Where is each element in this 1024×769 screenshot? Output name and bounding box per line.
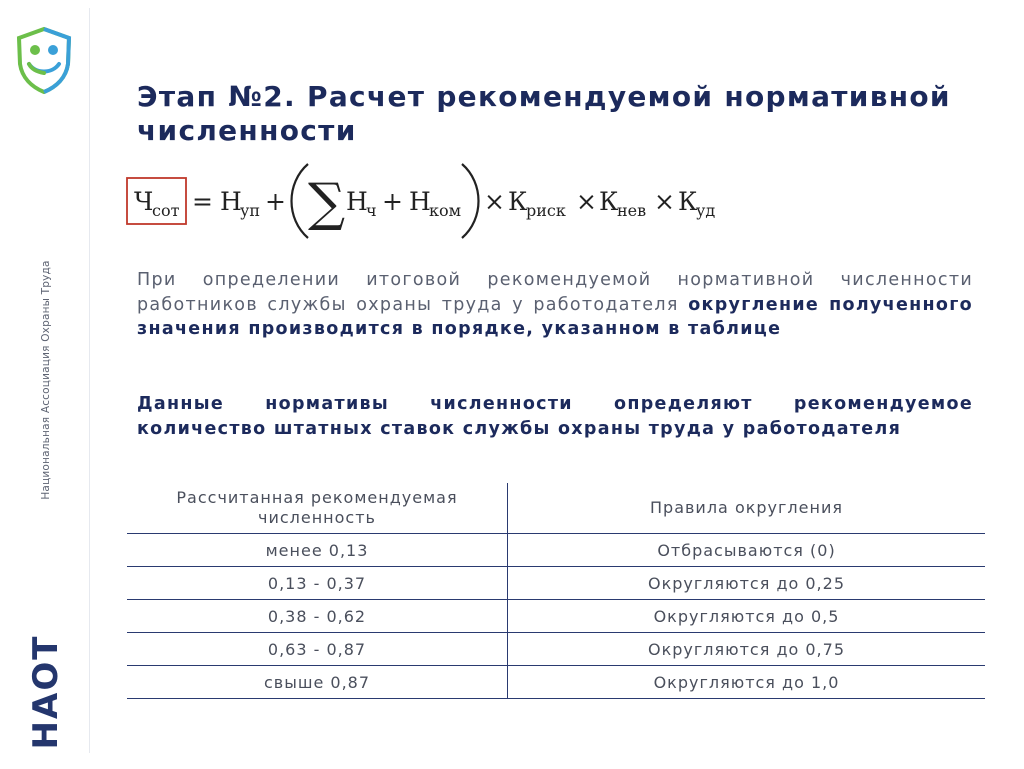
formula-term-2: Н [346,187,368,216]
table-cell-rule: Округляются до 0,25 [508,567,986,600]
table-row [127,567,985,600]
table-cell-rule: Отбрасываются (0) [508,534,986,567]
table-cell-range: свыше 0,87 [127,666,508,699]
formula-coef-2: К [599,187,619,216]
table-row [127,633,985,666]
paragraph-rounding-bold: округление полученного значения производится в порядке, указанном в таблице [137,294,973,339]
column-header-calculated: Рассчитанная рекомендуемая численность [127,483,508,534]
rounding-table [127,483,985,699]
formula-times-1: × [484,187,505,216]
formula-sigma: ∑ [308,173,346,233]
formula-term-2-sub: ч [366,201,377,220]
paragraph-rounding-normal: При определении итоговой рекомендуемой нормативной численности работников службы охраны труда у работодателя [137,270,973,315]
formula-term-3-sub: ком [429,201,462,220]
formula-eq: = [192,187,213,216]
open-paren [292,164,309,238]
paragraph-standards-note: Данные нормативы численности определяют рекомендуемое количество штатных ставок службы охраны труда у работодателя [137,394,973,439]
table-cell-range: 0,63 - 0,87 [127,633,508,666]
formula-plus-1: + [265,187,286,216]
formula-lhs-sub: сот [152,201,180,220]
table-cell-range: менее 0,13 [127,534,508,567]
formula-coef-1: К [508,187,528,216]
table-row [127,600,985,633]
table-cell-rule: Округляются до 0,75 [508,633,986,666]
naot-logo-icon [14,26,74,94]
paragraph-rounding-note [137,268,973,342]
table-cell-rule: Округляются до 0,5 [508,600,986,633]
slide-title: Этап №2. Расчет рекомендуемой нормативной численности [137,80,951,147]
organization-name: Национальная Ассоциация Охраны Труда [40,260,52,500]
formula-times-2: × [576,187,597,216]
table-cell-range: 0,38 - 0,62 [127,600,508,633]
table-cell-rule: Округляются до 1,0 [508,666,986,699]
sidebar-divider [89,8,90,753]
formula-coef-1-sub: риск [526,201,566,220]
table-row [127,666,985,699]
formula-coef-2-sub: нев [617,201,647,220]
table-header-row [127,483,985,534]
table-cell-range: 0,13 - 0,37 [127,567,508,600]
formula-plus-2: + [382,187,403,216]
formula-times-3: × [654,187,675,216]
formula-term-1: Н [220,187,242,216]
table-row [127,534,985,567]
formula-term-1-sub: уп [240,201,261,220]
formula [124,158,744,244]
close-paren [462,164,479,238]
column-header-rounding: Правила округления [508,483,986,534]
brand-abbreviation: НАОТ [26,634,66,750]
formula-lhs: Ч [134,187,154,216]
formula-coef-3: К [678,187,698,216]
formula-term-3: Н [409,187,431,216]
formula-coef-3-sub: уд [696,201,716,220]
